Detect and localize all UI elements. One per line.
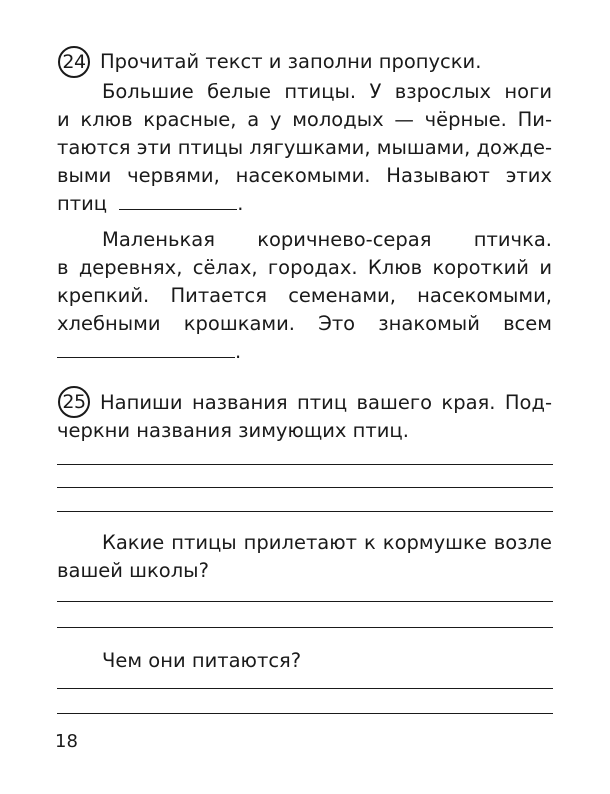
answer-line[interactable]	[57, 487, 553, 488]
task-number-badge: 25	[58, 386, 90, 418]
answer-line[interactable]	[57, 713, 553, 714]
question-text: Чем они питаются?	[102, 649, 302, 672]
task-instruction: Прочитай текст и заполни пропуски.	[100, 50, 482, 73]
period-mark: .	[235, 340, 242, 363]
answer-blank[interactable]	[119, 192, 237, 210]
answer-blank[interactable]	[57, 340, 235, 358]
paragraph-line: птиц	[57, 192, 108, 215]
paragraph-line: крепкий. Питается семенами, насекомыми,	[57, 284, 552, 307]
task-number-badge: 24	[58, 46, 90, 78]
question-text: вашей школы?	[57, 559, 209, 582]
fill-in-line	[57, 338, 241, 366]
page-number: 18	[55, 731, 78, 752]
paragraph-line: таются эти птицы лягушками, мышами, дожде-	[57, 136, 552, 159]
question-text: Какие птицы прилетают к кормушке возле	[102, 531, 552, 554]
paragraph-line: хлебными крошками. Это знакомый всем	[57, 312, 552, 335]
period-mark: .	[237, 192, 244, 215]
paragraph-line: Большие белые птицы. У взрослых ноги	[102, 80, 552, 103]
paragraph-line: Маленькая коричнево-серая птичка.	[102, 228, 552, 251]
task-instruction: черкни названия зимующих птиц.	[57, 419, 409, 442]
answer-line[interactable]	[57, 601, 553, 602]
answer-line[interactable]	[57, 627, 553, 628]
answer-line[interactable]	[57, 511, 553, 512]
answer-line[interactable]	[57, 464, 553, 465]
answer-line[interactable]	[57, 688, 553, 689]
paragraph-line: и клюв красные, а у молодых — чёрные. Пи-	[57, 108, 552, 131]
task-instruction: Напиши названия птиц вашего края. Под-	[100, 391, 552, 414]
paragraph-line: в деревнях, сёлах, городах. Клюв короткий и	[57, 256, 552, 279]
paragraph-line: выми червями, насекомыми. Называют этих	[57, 164, 552, 187]
fill-in-line	[57, 190, 243, 218]
